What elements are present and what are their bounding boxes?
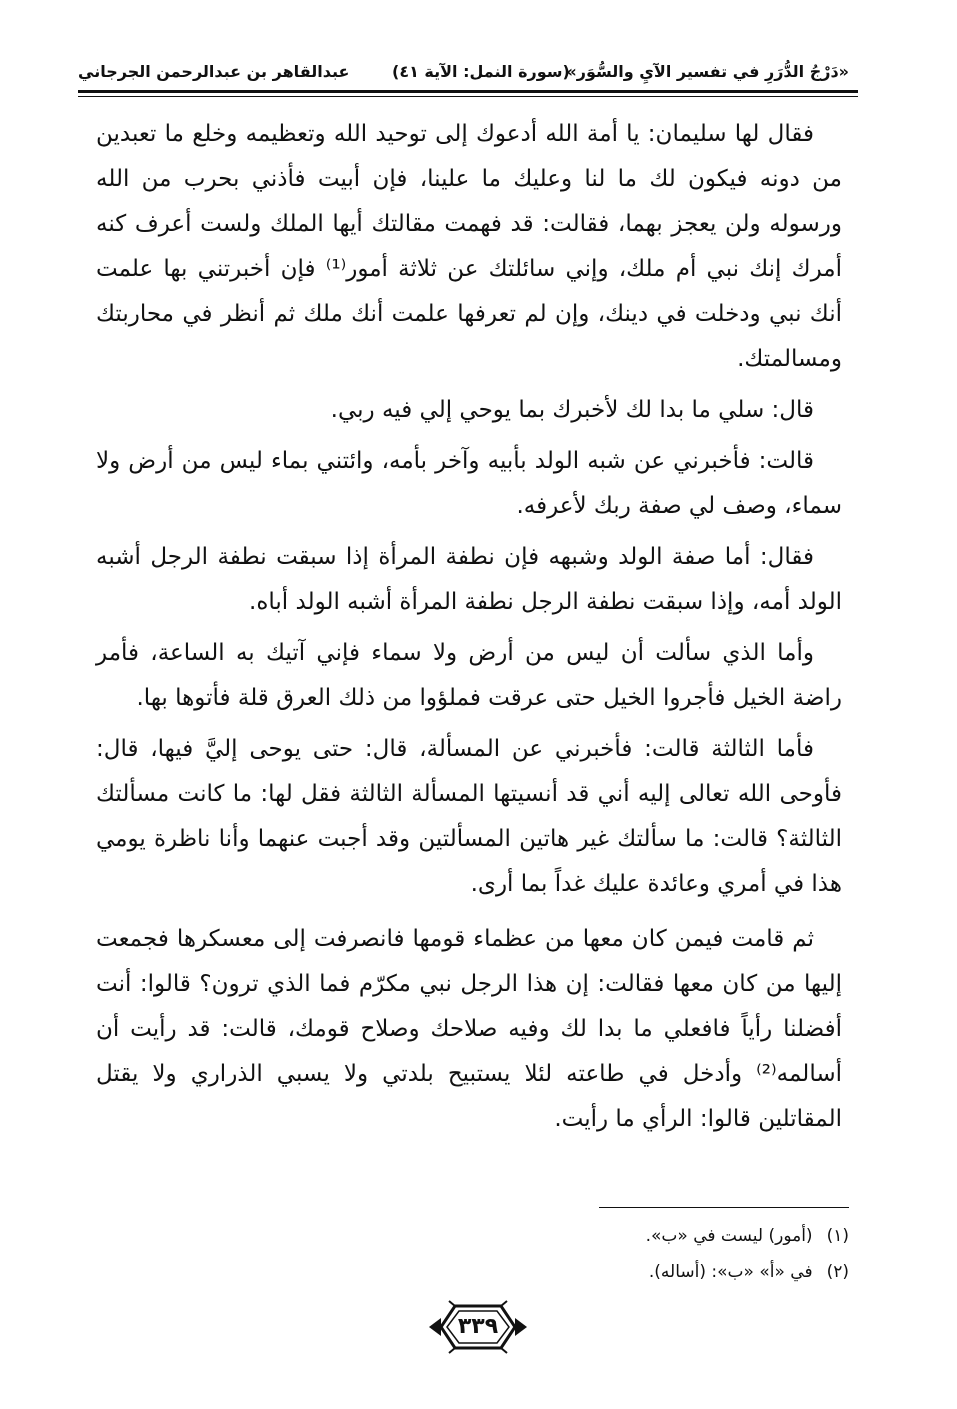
body-text (96, 112, 842, 1148)
paragraph-7: ثم قامت فيمن كان معها من عظماء قومها فانصرفت إلى معسكرها فجمعت إليها من كان معها فقالت: إن هذا الرجل نبي مكرّم فما الذي ترون؟ قالوا: أنت أفضلنا رأياً فافعلي ما بدا لك وفيه صلاحك وصلاح قومك، قالت: قد رأيت أن أسالمه⁽²⁾ وأدخل في طاعته لئلا يستبيح بلدتي ولا يسبي الذراري ولا يقتل المقاتلين قالوا: الرأي ما رأيت. (96, 926, 842, 1132)
header-author: عبدالقاهر بن عبدالرحمن الجرجاني (78, 62, 350, 81)
footnote-1-text: (أمور) ليست في «ب». (645, 1226, 813, 1246)
header-rule-thick (78, 90, 858, 93)
footnotes (109, 1218, 849, 1290)
footnote-1 (109, 1218, 849, 1254)
header-rule-thin (78, 96, 858, 97)
paragraph-3: قالت: فأخبرني عن شبه الولد بأبيه وآخر بأمه، وائتني بماء ليس من أرض ولا سماء، وصف لي صفة ربك لأعرفه. (96, 448, 842, 519)
footnote-1-number: (١) (826, 1226, 849, 1246)
paragraph-6: فأما الثالثة قالت: فأخبرني عن المسألة، قال: حتى يوحى إليَّ فيها، قال: فأوحى الله تعالى إليه أني قد أنسيتها المسألة الثالثة فقل لها: ما كانت مسألتك الثالثة؟ قالت: ما سألتك غير هاتين المسألتين وقد أجبت عنهما وأنا ناظرة يومي هذا في أمري وعائدة عليك غداً بما أرى. (96, 736, 842, 897)
paragraph-4: فقال: أما صفة الولد وشبهه فإن نطفة المرأة إذا سبقت نطفة الرجل أشبه الولد أمه، وإذا سبقت نطفة الرجل نطفة المرأة أشبه الولد أباه. (96, 544, 842, 615)
paragraph-1: فقال لها سليمان: يا أمة الله أدعوك إلى توحيد الله وتعظيمه وخلع ما تعبدين من دونه فيكون لك ما لنا وعليك ما علينا، فإن أبيت فأذني بحرب من الله ورسوله ولن يعجز بهما، فقالت: قد فهمت مقالتك أيها الملك ولست أعرف كنه أمرك إنك نبي أم ملك، وإني سائلتك عن ثلاثة أمور⁽¹⁾ فإن أخبرتني بها علمت أنك نبي ودخلت في دينك، وإن لم تعرفها علمت أنك ملك ثم أنظر في محاربتك ومسالمتك. (96, 121, 842, 372)
paragraph-2: قال: سلي ما بدا لك لأخبرك بما يوحي إلي فيه ربي. (330, 397, 814, 423)
page-number: ٣٣٩ (457, 1314, 499, 1339)
footnote-2-text: في «أ» «ب»: (أساله). (648, 1262, 813, 1282)
paragraph-5: وأما الذي سألت أن ليس من أرض ولا سماء فإني آتيك به الساعة، فأمر راضة الخيل فأجروا الخيل حتى عرقت فملؤوا من ذلك العرق قلة فأتوها بها. (96, 640, 842, 711)
footnote-2 (109, 1254, 849, 1290)
footnote-separator (599, 1207, 849, 1208)
footnote-2-number: (٢) (826, 1262, 849, 1282)
header-surah-reference: (سورة النمل: الآية ٤١) (392, 62, 570, 81)
page-number-ornament (427, 1300, 529, 1354)
header-book-title: «دَرْجُ الدُّرَرِ في تفسير الآيِ والسُّوَر» (566, 62, 849, 81)
